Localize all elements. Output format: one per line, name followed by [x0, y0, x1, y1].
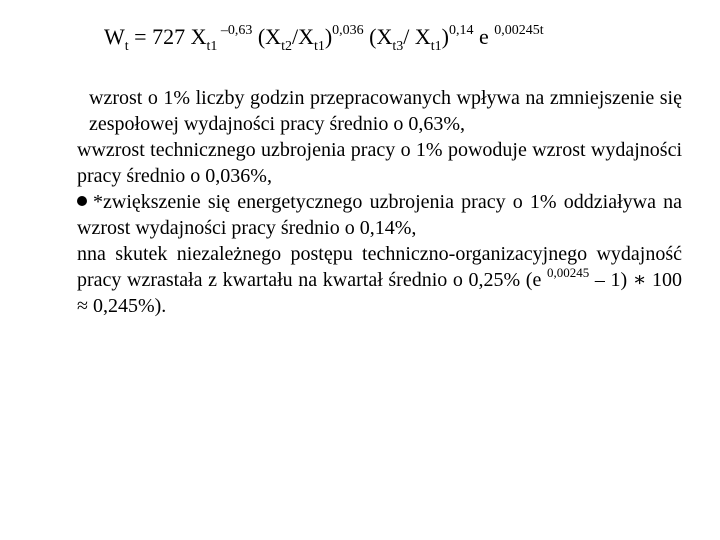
formula-term2-sub-a: t2 [281, 39, 292, 54]
formula-lhs-sub: t [124, 39, 129, 54]
formula-term2-sup: 0,036 [332, 23, 364, 38]
formula-term2-close: ) [324, 24, 333, 49]
paragraph-2: wwzrost technicznego uzbrojenia pracy o 1% powoduje wzrost wydajności pracy średnio o 0,036%, [77, 139, 682, 187]
paragraph-4-sup: 0,00245 [546, 265, 590, 280]
formula-term2-mid: /X [291, 24, 314, 49]
body-text [77, 85, 682, 319]
formula-term3-close: ) [441, 24, 449, 49]
bullet-icon [77, 196, 87, 206]
formula-term3-open: (X [363, 24, 393, 49]
formula-term3-mid: / X [403, 24, 431, 49]
formula-exp-base: e [473, 24, 495, 49]
paragraph-4 [77, 241, 682, 319]
paragraph-4-text-before: nna skutek niezależnego postępu techniczno-organizacyjnego wydajność pracy wzrastała z kwartału na kwartał średnio o 0,25% (e [77, 243, 682, 291]
formula-term3-sup: 0,14 [449, 23, 474, 38]
formula-x1-sup: –0,63 [217, 23, 253, 38]
paragraph-3-text: *zwiększenie się energetycznego uzbrojenia pracy o 1% oddziaływa na wzrost wydajności pracy średnio o 0,14%, [77, 191, 682, 239]
paragraph-4-text-after: – 1) ∗ 100 ≈ 0,245%). [77, 269, 682, 317]
paragraph-3 [77, 189, 682, 241]
paragraph-1: wzrost o 1% liczby godzin przepracowanych wpływa na zmniejszenie się zespołowej wydajności pracy średnio o 0,63%, [89, 87, 682, 135]
formula-eq: = 727 X [128, 24, 207, 49]
formula-term2-sub-b: t1 [313, 39, 325, 54]
formula-term3-sub-a: t3 [392, 39, 404, 54]
formula-lhs-var: W [104, 24, 125, 49]
formula-term2-open: (X [252, 24, 282, 49]
formula-x1-sub: t1 [206, 39, 218, 54]
formula-term3-sub-b: t1 [430, 39, 442, 54]
formula [104, 23, 544, 54]
formula-exp-sup: 0,00245t [494, 23, 544, 38]
